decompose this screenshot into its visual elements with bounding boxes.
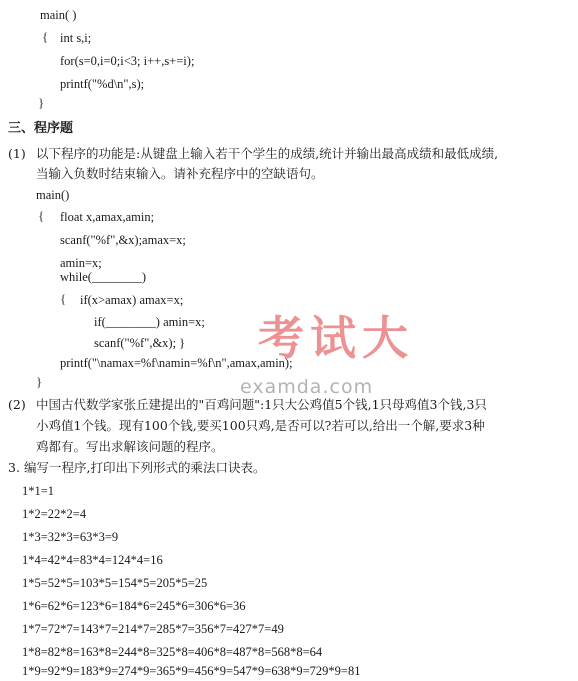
table-row: 1*1=1 — [22, 484, 55, 498]
code1-line-for: for(s=0,i=0;i<3; i++,s+=i); — [60, 54, 195, 68]
q1-text-line1: 以下程序的功能是:从键盘上输入若干个学生的成绩,统计并输出最高成绩和最低成绩, — [36, 146, 499, 161]
section-heading: 三、程序题 — [8, 121, 74, 136]
q1-code-while: while(________) — [60, 270, 147, 284]
q1-number: (1) — [8, 146, 26, 161]
watermark-url: examda.com — [240, 376, 374, 398]
code1-line-main: main( ) — [40, 8, 77, 22]
table-row: 1*3=32*3=63*3=9 — [22, 530, 119, 544]
table-row: 1*2=22*2=4 — [22, 507, 87, 521]
q2-text-line3: 鸡都有。写出求解该问题的程序。 — [36, 439, 224, 454]
q1-code-inner-brace: { — [60, 291, 67, 306]
q3-number: 3. — [8, 460, 20, 475]
q1-code-amin: amin=x; — [60, 256, 102, 270]
q1-text-line2: 当输入负数时结束输入。请补充程序中的空缺语句。 — [36, 166, 324, 181]
q1-code-close-brace: } — [36, 374, 43, 389]
q1-code-decl: float x,amax,amin; — [60, 210, 155, 224]
table-row: 1*7=72*7=143*7=214*7=285*7=356*7=427*7=49 — [22, 622, 284, 636]
table-row: 1*4=42*4=83*4=124*4=16 — [22, 553, 163, 567]
table-row: 1*5=52*5=103*5=154*5=205*5=25 — [22, 576, 208, 590]
table-row: 1*6=62*6=123*6=184*6=245*6=306*6=36 — [22, 599, 246, 613]
table-row: 1*8=82*8=163*8=244*8=325*8=406*8=487*8=568*8=64 — [22, 645, 323, 659]
q1-code-if-min: if(________) amin=x; — [94, 315, 205, 329]
q1-code-if-max: if(x>amax) amax=x; — [80, 293, 184, 307]
q2-number: (2) — [8, 397, 26, 412]
watermark-logo: 考试大 — [258, 311, 414, 365]
q3-text-line1: 编写一程序,打印出下列形式的乘法口诀表。 — [24, 460, 266, 475]
code1-line-decl: int s,i; — [60, 31, 92, 45]
q1-code-scanf2: scanf("%f",&x); } — [94, 336, 186, 350]
code1-open-brace: { — [42, 29, 49, 44]
code1-close-brace: } — [38, 95, 45, 110]
q1-code-scanf: scanf("%f",&x);amax=x; — [60, 233, 186, 247]
q2-text-line2: 小鸡值1个钱。现有100个钱,要买100只鸡,是否可以?若可以,给出一个解,要求3种 — [36, 418, 485, 433]
code1-line-printf: printf("%d\n",s); — [60, 77, 145, 91]
table-row: 1*9=92*9=183*9=274*9=365*9=456*9=547*9=638*9=729*9=81 — [22, 664, 361, 678]
q1-code-main: main() — [36, 188, 70, 202]
q2-text-line1: 中国古代数学家张丘建提出的"百鸡问题":1只大公鸡值5个钱,1只母鸡值3个钱,3只 — [36, 397, 487, 412]
q1-code-printf: printf("\namax=%f\namin=%f\n",amax,amin); — [60, 356, 293, 370]
q1-code-open-brace: { — [38, 208, 45, 223]
